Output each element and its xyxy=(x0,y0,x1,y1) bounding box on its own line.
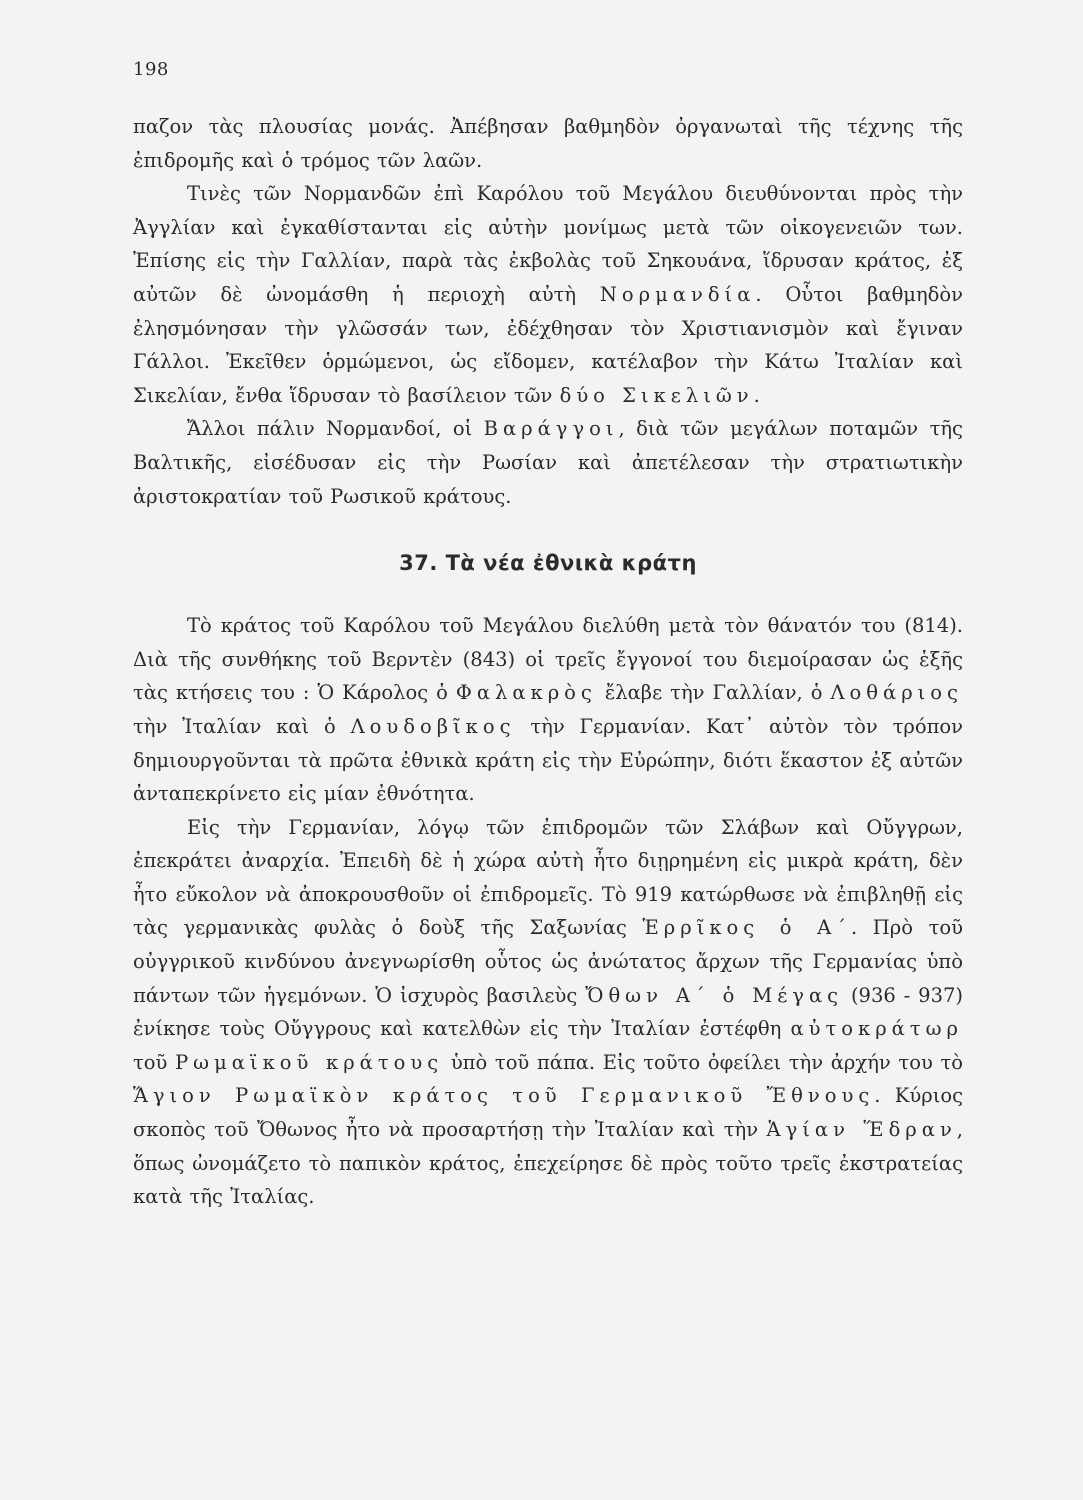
page-number: 198 xyxy=(133,59,169,80)
paragraph-5-spaced-4: Ρωμαϊκοῦ κράτους xyxy=(175,1050,444,1074)
paragraph-2-spaced-1: Νορμανδία xyxy=(599,282,756,306)
paragraph-2-text-3: . xyxy=(753,383,760,407)
paragraph-5-spaced-3: αὐτοκράτωρ xyxy=(790,1017,963,1041)
paragraph-5 xyxy=(133,811,963,1214)
paragraph-5-spaced-5: Ἅγιον Ρωμαϊκὸν κράτος τοῦ Γερμανικοῦ Ἔθνους xyxy=(133,1084,875,1108)
paragraph-5-spaced-6: Ἁγίαν Ἕδραν xyxy=(766,1118,957,1142)
book-page xyxy=(133,58,963,1214)
section-heading: 37. Τὰ νέα ἐθνικὰ κράτη xyxy=(399,551,697,576)
paragraph-5-text-7: , ὅπως ὠνομάζετο τὸ παπικὸν κράτος, ἐπεχείρησε δὲ πρὸς τοῦτο τρεῖς ἐκστρατείας κατὰ τῆς Ἰταλίας. xyxy=(133,1118,963,1209)
paragraph-5-text-6: . Κύριος σκοπὸς τοῦ Ὄθωνος ἦτο νὰ προσαρτήσῃ τὴν Ἰταλίαν καὶ τὴν xyxy=(133,1084,964,1142)
paragraph-1 xyxy=(133,110,963,177)
paragraph-4-spaced-3: Λουδοβῖκος xyxy=(350,714,516,738)
paragraph-4-text-2: ἔλαβε τὴν Γαλλίαν, ὁ xyxy=(596,681,831,705)
paragraph-4-text-3: τὴν Ἰταλίαν καὶ ὁ xyxy=(133,714,351,738)
paragraph-5-spaced-1: Ἑρρῖκος ὁ Α΄ xyxy=(642,916,851,940)
paragraph-3-spaced-1: Βαράγγοι xyxy=(483,417,619,441)
paragraph-5-text-2: . Πρὸ τοῦ οὐγγρικοῦ κινδύνου ἀνεγνωρίσθη οὗτος ὡς ἀνώτατος ἄρχων τῆς Γερμανίας ὑπὸ πάντων τῶν ἡγεμόνων. Ὁ ἰσχυρὸς βασιλεὺς xyxy=(133,916,963,1007)
paragraph-5-text-3: (936 - 937) ἐνίκησε τοὺς Οὔγγρους καὶ κατελθὼν εἰς τὴν Ἰταλίαν ἐστέφθη xyxy=(133,983,964,1041)
paragraph-5-spaced-2: Ὄθων Α΄ ὁ Μέγας xyxy=(585,983,844,1007)
paragraph-4 xyxy=(133,609,963,811)
paragraph-4-spaced-1: Φαλακρὸς xyxy=(455,681,597,705)
paragraph-2 xyxy=(133,177,963,412)
paragraph-4-spaced-2: Λοθάριος xyxy=(830,681,963,705)
paragraph-3-text-2: , διὰ τῶν μεγάλων ποταμῶν τῆς Βαλτικῆς, εἰσέδυσαν εἰς τὴν Ρωσίαν καὶ ἀπετέλεσαν τὴν στρατιωτικὴν ἀριστοκρατίαν τοῦ Ρωσικοῦ κράτους. xyxy=(133,417,963,508)
paragraph-3-text-1: Ἄλλοι πάλιν Νορμανδοί, οἱ xyxy=(187,417,484,441)
paragraph-5-text-4: τοῦ xyxy=(133,1050,176,1074)
paragraph-5-text-5: ὑπὸ τοῦ πάπα. Εἰς τοῦτο ὀφείλει τὴν ἀρχήν του τὸ xyxy=(443,1050,963,1074)
paragraph-2-text-2: . Οὗτοι βαθμηδὸν ἐλησμόνησαν τὴν γλῶσσάν των, ἐδέχθησαν τὸν Χριστιανισμὸν καὶ ἔγιναν Γάλλοι. Ἐκεῖθεν ὁρμώμενοι, ὡς εἴδομεν, κατέλαβον τὴν Κάτω Ἰταλίαν καὶ Σικελίαν, ἔνθα ἵδρυσαν τὸ βασίλειον τῶν xyxy=(133,282,963,407)
paragraph-1-text: παζον τὰς πλουσίας μονάς. Ἀπέβησαν βαθμηδὸν ὀργανωταὶ τῆς τέχνης τῆς ἐπιδρομῆς καὶ ὁ τρόμος τῶν λαῶν. xyxy=(133,115,963,172)
paragraph-2-spaced-2: δύο Σικελιῶν xyxy=(559,383,754,407)
paragraph-3 xyxy=(133,412,963,513)
paragraph-2-text-1: Τινὲς τῶν Νορμανδῶν ἐπὶ Καρόλου τοῦ Μεγάλου διευθύνονται πρὸς τὴν Ἀγγλίαν καὶ ἐγκαθίστανται εἰς αὐτὴν μονίμως μετὰ τῶν οἰκογενειῶν των. Ἐπίσης εἰς τὴν Γαλλίαν, παρὰ τὰς ἐκβολὰς τοῦ Σηκουάνα, ἵδρυσαν κράτος, ἐξ αὐτῶν δὲ ὠνομάσθη ἡ περιοχὴ αὐτὴ xyxy=(133,182,963,306)
paragraph-4-text-1: Τὸ κράτος τοῦ Καρόλου τοῦ Μεγάλου διελύθη μετὰ τὸν θάνατόν του (814). Διὰ τῆς συνθήκης τοῦ Βερντὲν (843) οἱ τρεῖς ἔγγονοί του διεμοίρασαν ὡς ἑξῆς τὰς κτήσεις του : Ὁ Κάρολος ὁ xyxy=(133,614,963,705)
paragraph-4-text-4: τὴν Γερμανίαν. Κατ᾿ αὐτὸν τὸν τρόπον δημιουργοῦνται τὰ πρῶτα ἐθνικὰ κράτη εἰς τὴν Εὐρώπην, διότι ἕκαστον ἐξ αὐτῶν ἀνταπεκρίνετο εἰς μίαν ἐθνότητα. xyxy=(133,714,963,806)
paragraph-5-text-1: Εἰς τὴν Γερμανίαν, λόγῳ τῶν ἐπιδρομῶν τῶν Σλάβων καὶ Οὔγγρων, ἐπεκράτει ἀναρχία. Ἐπειδὴ δὲ ἡ χώρα αὐτὴ ἦτο διῃρημένη εἰς μικρὰ κράτη, δὲν ἦτο εὔκολον νὰ ἀποκρουσθοῦν οἱ ἐπιδρομεῖς. Τὸ 919 κατώρθωσε νὰ ἐπιβληθῇ εἰς τὰς γερμανικὰς φυλὰς ὁ δοὺξ τῆς Σαξωνίας xyxy=(133,815,963,940)
